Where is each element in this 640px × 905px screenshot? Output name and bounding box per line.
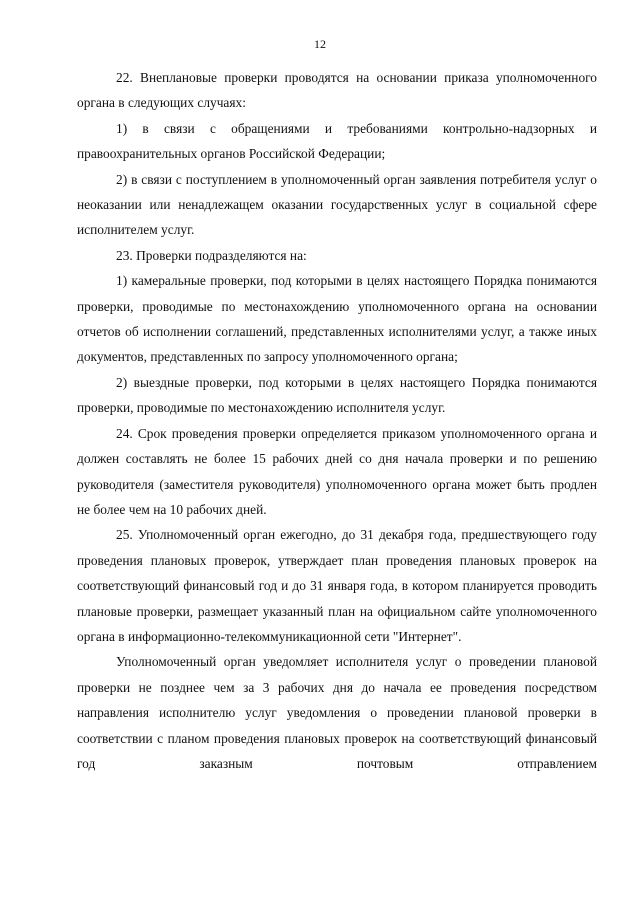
paragraph-23: 23. Проверки подразделяются на: [116, 247, 307, 263]
paragraph-25-notice: Уполномоченный орган уведомляет исполнителя услуг о проведении плановой проверки не позднее чем за 3 рабочих дня до начала ее проведения посредством направления исполнителю услуг уведомления о проведении плановой проверки в соответствии с планом проведения плановых проверок на соответствующий финансовый год заказным почтовым отправлением [77, 654, 597, 771]
paragraph-22-item-2: 2) в связи с поступлением в уполномоченный орган заявления потребителя услуг о неоказании или ненадлежащем оказании государственных услуг в социальной сфере исполнителем услуг. [77, 171, 597, 238]
page-number: 12 [314, 37, 326, 51]
paragraph-22-item-1: 1) в связи с обращениями и требованиями контрольно-надзорных и правоохранительных органов Российской Федерации; [77, 120, 597, 162]
paragraph-23-item-1: 1) камеральные проверки, под которыми в целях настоящего Порядка понимаются проверки, проводимые по местонахождению уполномоченного органа на основании отчетов об исполнении соглашений, представленных исполнителями услуг, а также иных документов, представленных по запросу уполномоченного органа; [77, 273, 597, 365]
paragraph-22: 22. Внеплановые проверки проводятся на основании приказа уполномоченного органа в следующих случаях: [77, 70, 597, 111]
paragraph-24: 24. Срок проведения проверки определяется приказом уполномоченного органа и должен составлять не более 15 рабочих дней со дня начала проверки и по решению руководителя (заместителя руководителя) уполномоченного органа может быть продлен не более чем на 10 рабочих дней. [77, 425, 597, 517]
paragraph-23-item-2: 2) выездные проверки, под которыми в целях настоящего Порядка понимаются проверки, проводимые по местонахождению исполнителя услуг. [77, 374, 597, 416]
paragraph-25: 25. Уполномоченный орган ежегодно, до 31 декабря года, предшествующего году проведения плановых проверок, утверждает план проведения плановых проверок на соответствующий финансовый год и до 31 января года, в котором планируется проводить плановые проверки, размещает указанный план на официальном сайте уполномоченного органа в информационно-телекоммуникационной сети "Интернет". [77, 527, 597, 644]
document-body [77, 65, 597, 776]
